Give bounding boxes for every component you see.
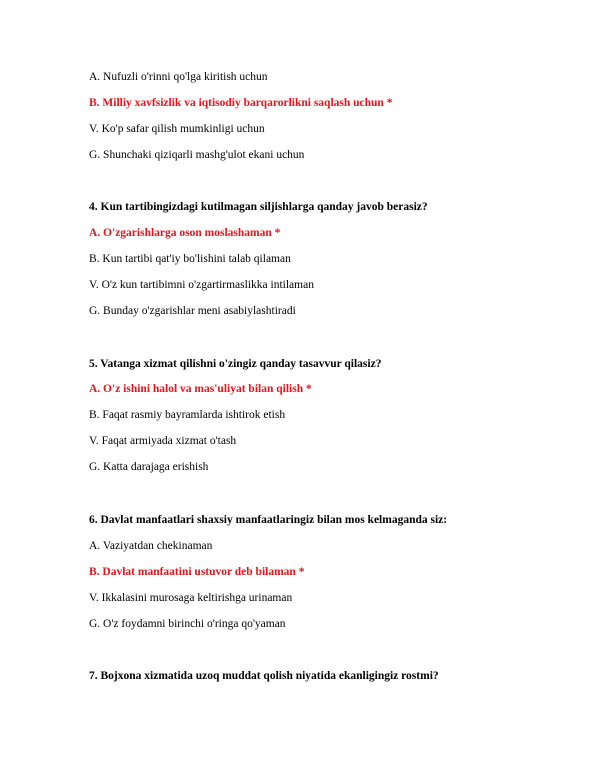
question-6: 6. Davlat manfaatlari shaxsiy manfaatlaringiz bilan mos kelmaganda siz: xyxy=(89,514,448,526)
q6-option-v: V. Ikkalasini murosaga keltirishga urinaman xyxy=(89,592,293,604)
question-7: 7. Bojxona xizmatida uzoq muddat qolish niyatida ekanligingiz rostmi? xyxy=(89,670,439,682)
q5-option-b: B. Faqat rasmiy bayramlarda ishtirok etish xyxy=(89,409,286,421)
q5-option-g: G. Katta darajaga erishish xyxy=(89,461,209,473)
q5-option-a-correct: A. O'z ishini halol va mas'uliyat bilan qilish * xyxy=(89,383,312,395)
q6-option-a: A. Vaziyatdan chekinaman xyxy=(89,540,213,552)
q6-option-b-correct: B. Davlat manfaatini ustuvor deb bilaman * xyxy=(89,566,305,578)
question-4: 4. Kun tartibingizdagi kutilmagan siljishlarga qanday javob berasiz? xyxy=(89,201,428,213)
q3-option-v: V. Ko'p safar qilish mumkinligi uchun xyxy=(89,123,265,135)
q3-option-g: G. Shunchaki qiziqarli mashg'ulot ekani uchun xyxy=(89,149,305,161)
question-5: 5. Vatanga xizmat qilishni o'zingiz qanday tasavvur qilasiz? xyxy=(89,358,382,370)
q6-option-g: G. O'z foydamni birinchi o'ringa qo'yaman xyxy=(89,618,286,630)
q5-option-v: V. Faqat armiyada xizmat o'tash xyxy=(89,435,237,447)
q4-option-a-correct: A. O'zgarishlarga oson moslashaman * xyxy=(89,227,281,239)
q4-option-g: G. Bunday o'zgarishlar meni asabiylashtiradi xyxy=(89,305,296,317)
q3-option-a: A. Nufuzli o'rinni qo'lga kiritish uchun xyxy=(89,71,268,83)
q3-option-b-correct: B. Milliy xavfsizlik va iqtisodiy barqarorlikni saqlash uchun * xyxy=(89,97,393,109)
q4-option-b: B. Kun tartibi qat'iy bo'lishini talab qilaman xyxy=(89,253,291,265)
q4-option-v: V. O'z kun tartibimni o'zgartirmaslikka intilaman xyxy=(89,279,314,291)
